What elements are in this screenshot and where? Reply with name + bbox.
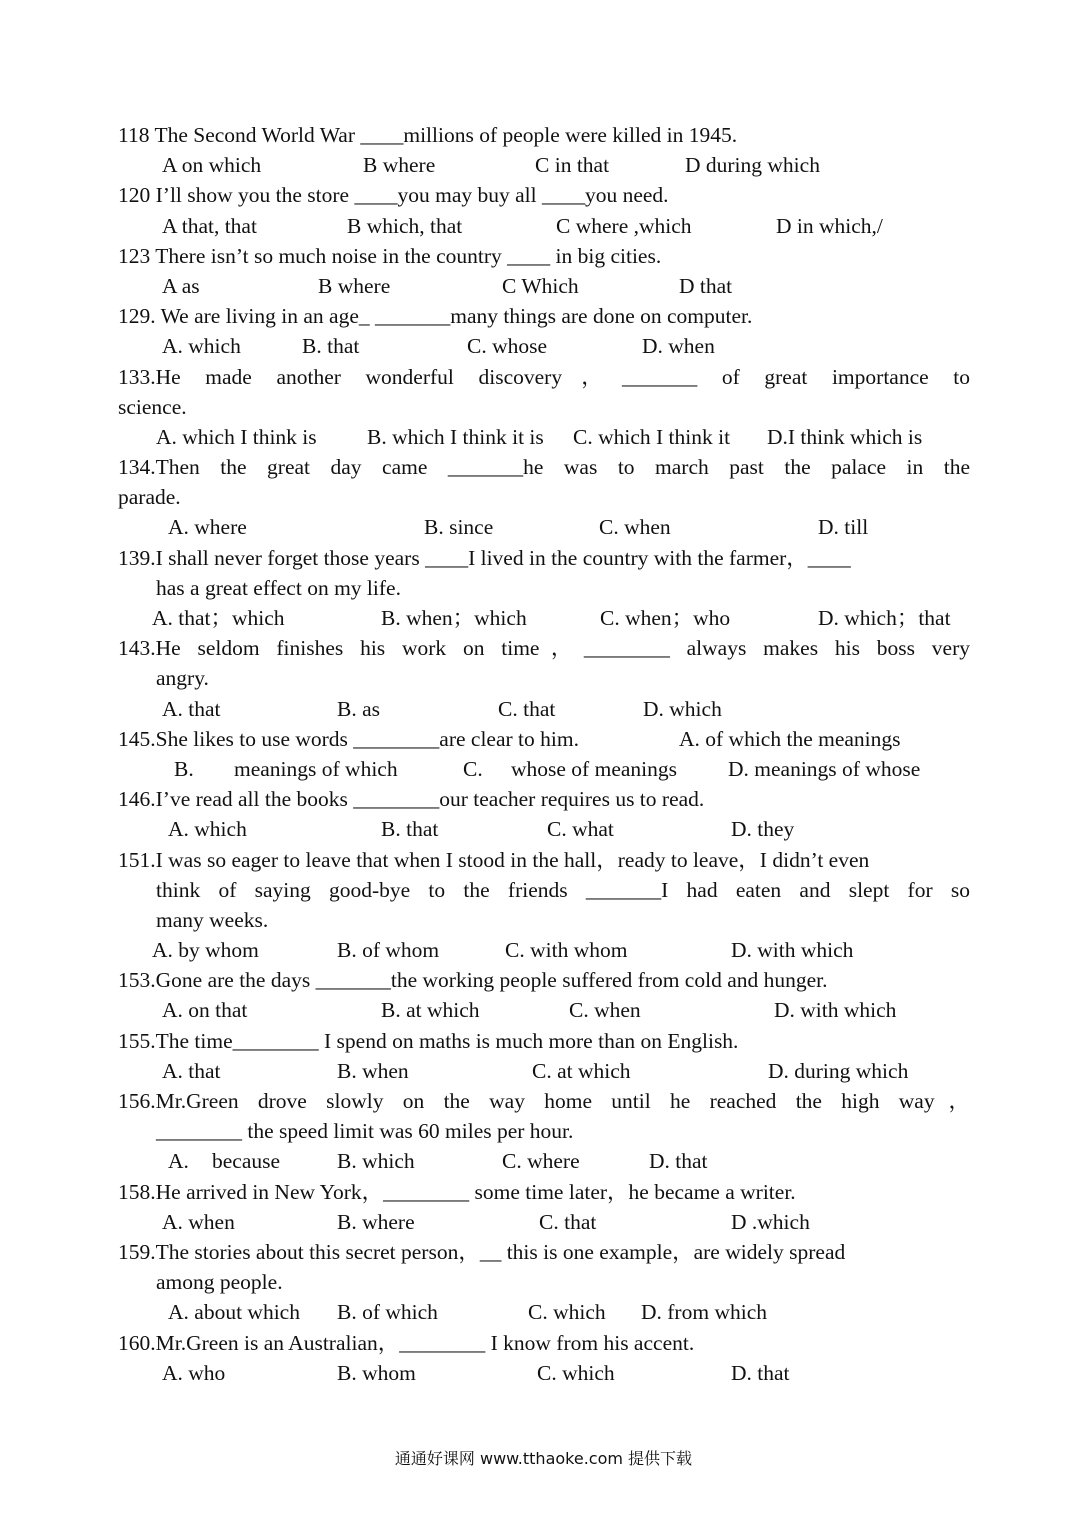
option: B. when: [337, 1058, 409, 1083]
option-row: [118, 1146, 970, 1176]
option: C where ,which: [556, 213, 692, 238]
option: D. with which: [731, 938, 854, 963]
option: D.I think which is: [767, 424, 923, 449]
option: C. which: [528, 1300, 606, 1325]
option: B. as: [337, 696, 380, 721]
option: A. which: [162, 334, 241, 359]
question-stem: 151.I was so eager to leave that when I stood in the hall，ready to leave，I didn’t even: [118, 847, 870, 872]
option: B. when；which: [381, 606, 527, 630]
option: D .which: [731, 1209, 810, 1234]
option: B where: [363, 153, 436, 178]
option: C Which: [502, 273, 579, 298]
question-stem-continued: parade.: [118, 485, 181, 510]
option: B.: [174, 756, 194, 781]
option: A. which: [168, 817, 247, 842]
option: B. where: [337, 1209, 415, 1234]
option: C. which: [537, 1360, 615, 1385]
option: because: [212, 1149, 281, 1174]
question-stem: 120 I’ll show you the store ____you may buy all ____you need.: [118, 183, 669, 208]
option: A. that；which: [152, 606, 285, 630]
option: A. by whom: [152, 938, 259, 963]
option-row: [118, 754, 970, 784]
option: B. which: [337, 1149, 415, 1174]
option: B. at which: [381, 998, 480, 1023]
option: D. when: [642, 334, 715, 359]
option-row: [118, 422, 970, 452]
option-row: [118, 512, 970, 542]
option: A. which I think is: [156, 424, 317, 449]
question-stem: 134.Then the great day came _______he was to march past the palace in the: [118, 455, 970, 480]
option: A.: [168, 1149, 189, 1174]
option: meanings of which: [234, 756, 398, 781]
option: B. of whom: [337, 938, 440, 963]
option: B. that: [302, 334, 360, 359]
option: A. on that: [162, 998, 248, 1023]
question-stem-row: [118, 724, 970, 754]
option: B. that: [381, 817, 439, 842]
question-stem-continued: think of saying good-bye to the friends _______I had eaten and slept for so: [156, 877, 970, 902]
option: A. that: [162, 696, 221, 721]
question-stem: 159.The stories about this secret person，__ this is one example，are widely spread: [118, 1239, 846, 1264]
option: D. with which: [774, 998, 897, 1023]
option: C. at which: [532, 1058, 631, 1083]
option-row: [118, 1297, 970, 1327]
question-stem: 139.I shall never forget those years ____I lived in the country with the farmer，____: [118, 545, 851, 570]
question-stem: 118 The Second World War ____millions of people were killed in 1945.: [118, 123, 738, 147]
option: C. that: [498, 696, 556, 721]
option: B. of which: [337, 1300, 438, 1325]
option-row: [118, 1056, 970, 1086]
option: C in that: [535, 153, 610, 178]
option-row: [118, 995, 970, 1025]
option: B which, that: [347, 213, 463, 238]
option: A as: [162, 273, 200, 298]
option: D. during which: [768, 1058, 909, 1083]
question-stem: 155.The time________ I spend on maths is much more than on English.: [118, 1028, 739, 1053]
option: whose of meanings: [511, 756, 677, 781]
option-row: [118, 150, 970, 180]
question-stem: 146.I’ve read all the books ________our teacher requires us to read.: [118, 787, 705, 812]
question-stem: 145.She likes to use words ________are clear to him.: [118, 726, 579, 751]
option: A. that: [162, 1058, 221, 1083]
option: D. till: [818, 515, 869, 540]
option-row: [118, 694, 970, 724]
question-stem-continued: many weeks.: [156, 907, 269, 932]
question-stem-continued: has a great effect on my life.: [156, 575, 401, 600]
option: A that, that: [162, 213, 257, 238]
option: B. since: [424, 515, 494, 540]
option: A. of which the meanings: [679, 726, 901, 751]
question-stem-continued: among people.: [156, 1270, 283, 1295]
question-stem-continued: ________ the speed limit was 60 miles per hour.: [156, 1119, 574, 1144]
question-list: [118, 120, 970, 1388]
question-stem: 153.Gone are the days _______the working people suffered from cold and hunger.: [118, 968, 828, 993]
question-stem-continued: angry.: [156, 666, 209, 691]
question-stem: 143.He seldom finishes his work on time，________ always makes his boss very: [118, 636, 970, 661]
option-row: [118, 935, 970, 965]
option: C. which I think it: [573, 424, 731, 449]
option-row: [118, 603, 970, 633]
question-stem: 160.Mr.Green is an Australian，________ I know from his accent.: [118, 1330, 695, 1355]
page-footer: 通通好课网 www.tthaoke.com 提供下载: [394, 1449, 693, 1468]
option: D. meanings of whose: [728, 756, 921, 781]
option: B. which I think it is: [367, 424, 544, 449]
option: C. what: [547, 817, 614, 842]
option: C. that: [539, 1209, 597, 1234]
option-row: [118, 814, 970, 844]
option: B. whom: [337, 1360, 416, 1385]
option: A. about which: [168, 1300, 300, 1325]
option-row: [118, 211, 970, 241]
option: C. when: [569, 998, 641, 1023]
option: B where: [318, 273, 391, 298]
option: D. they: [731, 817, 795, 842]
option: D. which: [643, 696, 722, 721]
option: D. that: [649, 1149, 708, 1174]
question-stem: 133.He made another wonderful discovery，_______ of great importance to: [118, 364, 970, 389]
option-row: [118, 271, 970, 301]
option: A. when: [162, 1209, 235, 1234]
option: C. with whom: [505, 938, 628, 963]
option-row: [118, 1358, 970, 1388]
question-stem: 156.Mr.Green drove slowly on the way home until he reached the high way，: [118, 1089, 970, 1113]
option: D during which: [685, 153, 820, 178]
option: C. when；who: [600, 606, 731, 630]
option: D that: [679, 273, 733, 298]
option: A. who: [162, 1360, 226, 1385]
option: C. when: [599, 515, 671, 540]
option: D in which,/: [776, 213, 883, 238]
option: D. from which: [641, 1300, 767, 1325]
question-stem: 129. We are living in an age_ _______many things are done on computer.: [118, 304, 753, 329]
question-stem: 158.He arrived in New York，________ some time later，he became a writer.: [118, 1179, 796, 1204]
question-stem-continued: science.: [118, 394, 187, 419]
option-row: [118, 1207, 970, 1237]
option: C.: [463, 756, 483, 781]
option: D. that: [731, 1360, 790, 1385]
option: D. which；that: [818, 606, 951, 630]
option-row: [118, 331, 970, 361]
question-stem: 123 There isn’t so much noise in the country ____ in big cities.: [118, 243, 662, 268]
option: A. where: [168, 515, 247, 540]
option: A on which: [162, 153, 262, 178]
option: C. whose: [467, 334, 548, 359]
option: C. where: [502, 1149, 580, 1174]
